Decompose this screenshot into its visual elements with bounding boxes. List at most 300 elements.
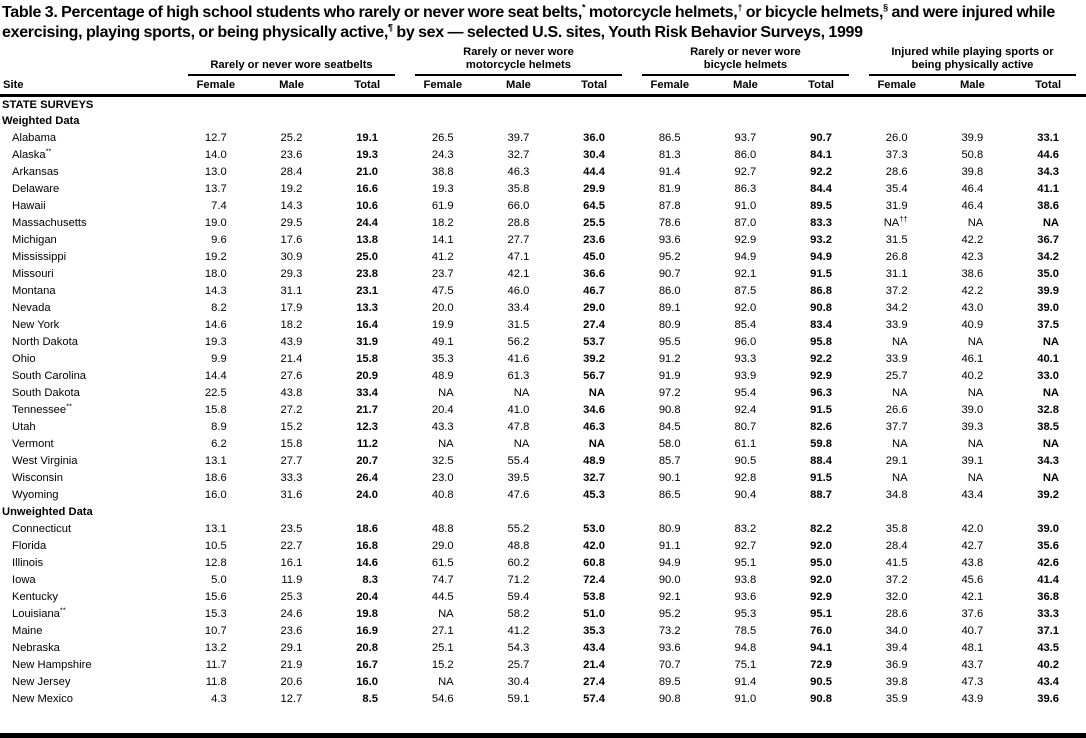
value-cell: 43.9 — [280, 335, 303, 348]
value-cell: 33.9 — [885, 318, 908, 331]
value-cell: 19.9 — [431, 318, 454, 331]
value-cell: 29.1 — [280, 641, 303, 654]
value-cell: 9.6 — [211, 233, 227, 246]
site-cell: Utah — [12, 420, 36, 433]
value-cell: 16.0 — [356, 675, 378, 688]
value-cell: 24.6 — [280, 607, 303, 620]
value-cell: 15.3 — [204, 607, 227, 620]
table-row — [0, 435, 1086, 452]
table-row — [0, 282, 1086, 299]
value-cell: 90.8 — [810, 301, 832, 314]
table-row — [0, 537, 1086, 554]
site-cell: Michigan — [12, 233, 57, 246]
value-cell: 19.2 — [204, 250, 227, 263]
value-cell: 23.6 — [583, 233, 605, 246]
value-cell: 32.5 — [431, 454, 454, 467]
value-cell: 71.2 — [507, 573, 530, 586]
value-cell: 25.7 — [885, 369, 908, 382]
table-row — [0, 418, 1086, 435]
value-cell: 34.2 — [1037, 250, 1059, 263]
value-cell: 60.2 — [507, 556, 530, 569]
value-cell: 94.9 — [658, 556, 681, 569]
male-column-header: Male — [935, 76, 1011, 96]
value-cell: 82.2 — [810, 522, 832, 535]
table-row — [0, 367, 1086, 384]
value-cell: NA — [438, 437, 454, 450]
value-cell: 73.2 — [658, 624, 681, 637]
value-cell: 44.6 — [1037, 148, 1059, 161]
value-cell: 34.6 — [583, 403, 605, 416]
value-cell: 86.0 — [734, 148, 757, 161]
section-header: STATE SURVEYS — [2, 98, 94, 111]
value-cell: 18.2 — [431, 216, 454, 229]
site-cell: South Dakota — [12, 386, 80, 399]
value-cell: 92.0 — [810, 539, 832, 552]
value-cell: 42.1 — [507, 267, 530, 280]
value-cell: 36.7 — [1037, 233, 1059, 246]
value-cell: 39.8 — [885, 675, 908, 688]
value-cell: 40.2 — [961, 369, 984, 382]
value-cell: 55.2 — [507, 522, 530, 535]
table-row — [0, 452, 1086, 469]
value-cell: 20.4 — [356, 590, 378, 603]
value-cell: 9.9 — [211, 352, 227, 365]
value-cell: 95.1 — [734, 556, 757, 569]
group-header-seatbelts — [178, 46, 405, 76]
group-header-line: Rarely or never wore seatbelts — [210, 59, 373, 72]
value-cell: 46.7 — [583, 284, 605, 297]
value-cell: 16.4 — [356, 318, 378, 331]
value-cell: 83.3 — [810, 216, 832, 229]
total-column-header: Total — [329, 76, 405, 96]
value-cell: 5.0 — [211, 573, 227, 586]
value-cell: 86.0 — [658, 284, 681, 297]
value-cell: 43.7 — [961, 658, 984, 671]
value-cell: 89.1 — [658, 301, 681, 314]
value-cell: NA — [892, 335, 908, 348]
total-column-header: Total — [783, 76, 859, 96]
value-cell: 10.6 — [356, 199, 378, 212]
value-cell: 27.1 — [431, 624, 454, 637]
value-cell: 20.7 — [356, 454, 378, 467]
value-cell: 13.2 — [204, 641, 227, 654]
site-cell: South Carolina — [12, 369, 87, 382]
value-cell: 47.6 — [507, 488, 530, 501]
value-cell: 30.9 — [280, 250, 303, 263]
value-cell: 14.6 — [356, 556, 378, 569]
value-cell: 66.0 — [507, 199, 530, 212]
site-cell: Illinois — [12, 556, 44, 569]
value-cell: 31.9 — [885, 199, 908, 212]
value-cell: 86.5 — [658, 131, 681, 144]
value-cell: 46.3 — [583, 420, 605, 433]
value-cell: 32.7 — [583, 471, 605, 484]
value-cell: 37.3 — [885, 148, 908, 161]
table-title — [0, 0, 1086, 44]
value-cell: NA — [892, 386, 908, 399]
value-cell: 39.1 — [961, 454, 984, 467]
value-cell: 56.7 — [583, 369, 605, 382]
value-cell: 35.8 — [885, 522, 908, 535]
value-cell: 34.2 — [885, 301, 908, 314]
value-cell: 15.2 — [431, 658, 454, 671]
value-cell: 29.0 — [583, 301, 605, 314]
value-cell: 10.5 — [204, 539, 227, 552]
value-cell: 28.4 — [885, 539, 908, 552]
value-cell: 36.8 — [1037, 590, 1059, 603]
value-cell: 90.5 — [810, 675, 832, 688]
value-cell: 43.0 — [961, 301, 984, 314]
value-cell: 27.6 — [280, 369, 303, 382]
value-cell: 92.1 — [734, 267, 757, 280]
value-cell: 39.5 — [507, 471, 530, 484]
value-cell: 22.5 — [204, 386, 227, 399]
value-cell: 29.3 — [280, 267, 303, 280]
site-cell: Connecticut — [12, 522, 72, 535]
value-cell: 33.4 — [507, 301, 530, 314]
value-cell: NA — [438, 607, 454, 620]
value-cell: 70.7 — [658, 658, 681, 671]
value-cell: 84.1 — [810, 148, 832, 161]
value-cell: 93.9 — [734, 369, 757, 382]
value-cell: 18.2 — [280, 318, 303, 331]
value-cell: 43.4 — [1037, 675, 1059, 688]
value-cell: 48.9 — [431, 369, 454, 382]
bottom-rule — [0, 733, 1086, 738]
value-cell: 95.1 — [810, 607, 832, 620]
group-header-seatbelts-label — [188, 59, 395, 75]
value-cell: 42.2 — [961, 233, 984, 246]
value-cell: 21.0 — [356, 165, 378, 178]
value-cell: 83.4 — [810, 318, 832, 331]
site-cell: Iowa — [12, 573, 36, 586]
value-cell: 34.3 — [1037, 165, 1059, 178]
table-row — [0, 316, 1086, 333]
value-cell: 95.8 — [810, 335, 832, 348]
value-cell: 43.3 — [431, 420, 454, 433]
value-cell: 78.6 — [658, 216, 681, 229]
value-cell: 92.0 — [734, 301, 757, 314]
value-cell: 85.7 — [658, 454, 681, 467]
value-cell: 90.7 — [658, 267, 681, 280]
value-cell: 93.2 — [810, 233, 832, 246]
site-cell: New York — [12, 318, 60, 331]
female-column-header: Female — [405, 76, 481, 96]
value-cell: 40.7 — [961, 624, 984, 637]
value-cell: 18.0 — [204, 267, 227, 280]
value-cell: 90.5 — [734, 454, 757, 467]
value-cell: 43.8 — [961, 556, 984, 569]
value-cell: 7.4 — [211, 199, 227, 212]
group-header-bicycle-helmets — [632, 46, 859, 76]
value-cell: NA — [438, 675, 454, 688]
value-cell: 37.5 — [1037, 318, 1059, 331]
value-cell: 87.0 — [734, 216, 757, 229]
value-cell: 56.2 — [507, 335, 530, 348]
value-cell: 80.7 — [734, 420, 757, 433]
value-cell: 34.3 — [1037, 454, 1059, 467]
site-cell: New Hampshire — [12, 658, 92, 671]
value-cell: 75.1 — [734, 658, 757, 671]
value-cell: 15.6 — [204, 590, 227, 603]
value-cell: 21.9 — [280, 658, 303, 671]
group-header-injured-label — [869, 46, 1076, 76]
group-header-line: bicycle helmets — [703, 59, 788, 72]
value-cell: 42.6 — [1037, 556, 1059, 569]
value-cell: 90.0 — [658, 573, 681, 586]
value-cell: 87.8 — [658, 199, 681, 212]
value-cell: 43.8 — [280, 386, 303, 399]
value-cell: 16.7 — [356, 658, 378, 671]
table-row — [0, 248, 1086, 265]
site-cell: Wyoming — [12, 488, 59, 501]
value-cell: 27.4 — [583, 675, 605, 688]
value-cell: 96.0 — [734, 335, 757, 348]
group-header-line: motorcycle helmets — [465, 59, 572, 72]
value-cell: 19.3 — [204, 335, 227, 348]
value-cell: 32.8 — [1037, 403, 1059, 416]
value-cell: 28.4 — [280, 165, 303, 178]
value-cell: 26.0 — [885, 131, 908, 144]
value-cell: 8.3 — [362, 573, 378, 586]
value-cell: 19.2 — [280, 182, 303, 195]
site-cell: Nebraska — [12, 641, 60, 654]
table-row — [0, 622, 1086, 639]
value-cell: 93.6 — [658, 233, 681, 246]
value-cell: 95.2 — [658, 607, 681, 620]
site-cell: Florida — [12, 539, 47, 552]
value-cell: 39.4 — [885, 641, 908, 654]
value-cell: 44.5 — [431, 590, 454, 603]
value-cell: 41.1 — [1037, 182, 1059, 195]
value-cell: 35.8 — [507, 182, 530, 195]
value-cell: NA — [892, 437, 908, 450]
value-cell: 39.6 — [1037, 692, 1059, 705]
value-cell: 51.0 — [583, 607, 605, 620]
value-cell: 48.8 — [431, 522, 454, 535]
group-header-injured — [859, 46, 1086, 76]
value-cell: 25.7 — [507, 658, 530, 671]
value-cell: 47.5 — [431, 284, 454, 297]
value-cell: 31.1 — [280, 284, 303, 297]
value-cell: 61.9 — [431, 199, 454, 212]
value-cell: 80.9 — [658, 318, 681, 331]
value-cell: 44.4 — [583, 165, 605, 178]
value-cell: 91.9 — [658, 369, 681, 382]
value-cell: 55.4 — [507, 454, 530, 467]
value-cell: 11.8 — [205, 675, 227, 688]
value-cell: 23.1 — [356, 284, 378, 297]
site-cell: Wisconsin — [12, 471, 63, 484]
value-cell: 92.2 — [810, 165, 832, 178]
value-cell: 14.3 — [280, 199, 303, 212]
value-cell: 61.5 — [431, 556, 454, 569]
value-cell: 16.8 — [356, 539, 378, 552]
value-cell: 21.4 — [280, 352, 303, 365]
value-cell: 26.8 — [885, 250, 908, 263]
female-column-header: Female — [632, 76, 708, 96]
value-cell: 39.0 — [961, 403, 984, 416]
female-column-header: Female — [859, 76, 935, 96]
table-row — [0, 384, 1086, 401]
value-cell: NA — [967, 437, 984, 450]
value-cell: 88.7 — [810, 488, 832, 501]
value-cell: 16.9 — [356, 624, 378, 637]
value-cell: 19.8 — [356, 607, 378, 620]
value-cell: 19.3 — [356, 148, 378, 161]
value-cell: 53.8 — [583, 590, 605, 603]
value-cell: 30.4 — [507, 675, 530, 688]
value-cell: 14.0 — [204, 148, 227, 161]
value-cell: 92.0 — [810, 573, 832, 586]
value-cell: NA — [1042, 437, 1059, 450]
value-cell: 33.3 — [1037, 607, 1059, 620]
value-cell: 60.8 — [583, 556, 605, 569]
site-cell: Alaska** — [12, 146, 52, 161]
site-cell: Vermont — [12, 437, 54, 450]
value-cell: NA — [967, 335, 984, 348]
table-row — [0, 265, 1086, 282]
value-cell: 26.5 — [431, 131, 454, 144]
title-text-1: Table 3. Percentage of high school students who rarely or never wore seat belts, — [2, 4, 583, 21]
value-cell: 33.3 — [280, 471, 303, 484]
value-cell: 29.0 — [431, 539, 454, 552]
value-cell: 42.0 — [583, 539, 605, 552]
site-cell: Arkansas — [12, 165, 59, 178]
value-cell: 45.6 — [961, 573, 984, 586]
male-column-header: Male — [481, 76, 557, 96]
value-cell: 91.5 — [810, 267, 832, 280]
value-cell: 93.6 — [658, 641, 681, 654]
value-cell: 58.0 — [658, 437, 681, 450]
section-header-row — [0, 95, 1086, 112]
value-cell: 42.7 — [961, 539, 984, 552]
value-cell: 18.6 — [204, 471, 227, 484]
site-cell: Hawaii — [12, 199, 46, 212]
value-cell: 46.4 — [961, 199, 984, 212]
value-cell: 19.0 — [204, 216, 227, 229]
table-row — [0, 401, 1086, 418]
value-cell: 95.2 — [658, 250, 681, 263]
value-cell: 54.3 — [507, 641, 530, 654]
value-cell: 39.7 — [507, 131, 530, 144]
value-cell: 31.5 — [885, 233, 908, 246]
value-cell: 41.6 — [507, 352, 530, 365]
value-cell: 11.7 — [205, 658, 227, 671]
value-cell: 31.1 — [885, 267, 908, 280]
table-row — [0, 656, 1086, 673]
female-column-header: Female — [178, 76, 254, 96]
value-cell: 91.0 — [734, 199, 757, 212]
site-column-header: Site — [0, 76, 178, 96]
value-cell: 46.0 — [507, 284, 530, 297]
value-cell: 8.2 — [211, 301, 227, 314]
value-cell: 13.0 — [204, 165, 227, 178]
value-cell: 11.2 — [356, 437, 378, 450]
value-cell: NA — [513, 437, 530, 450]
value-cell: 86.8 — [810, 284, 832, 297]
value-cell: 87.5 — [734, 284, 757, 297]
value-cell: 46.3 — [507, 165, 530, 178]
value-cell: 37.6 — [961, 607, 984, 620]
value-cell: 39.9 — [961, 131, 984, 144]
value-cell: 25.3 — [280, 590, 303, 603]
value-cell: 53.7 — [583, 335, 605, 348]
value-cell: 35.4 — [885, 182, 908, 195]
value-cell: 31.5 — [507, 318, 530, 331]
value-cell: 30.4 — [583, 148, 605, 161]
value-cell: 18.6 — [356, 522, 378, 535]
value-cell: 39.0 — [1037, 522, 1059, 535]
table-row — [0, 214, 1086, 231]
value-cell: 13.1 — [204, 522, 227, 535]
site-cell: West Virginia — [12, 454, 78, 467]
value-cell: NA — [513, 386, 530, 399]
value-cell: 27.7 — [280, 454, 303, 467]
table-row — [0, 197, 1086, 214]
value-cell: 64.5 — [583, 199, 605, 212]
value-cell: 6.2 — [211, 437, 227, 450]
value-cell: 59.4 — [507, 590, 530, 603]
value-cell: 49.1 — [431, 335, 454, 348]
value-cell: 47.1 — [507, 250, 530, 263]
value-cell: 81.9 — [658, 182, 681, 195]
site-cell: Massachusetts — [12, 216, 87, 229]
value-cell: 25.2 — [280, 131, 303, 144]
value-cell: 13.7 — [204, 182, 227, 195]
value-cell: 23.6 — [280, 624, 303, 637]
value-cell: 91.4 — [734, 675, 757, 688]
value-cell: 93.8 — [734, 573, 757, 586]
value-cell: 14.4 — [204, 369, 227, 382]
value-cell: 8.9 — [211, 420, 227, 433]
value-cell: 38.6 — [961, 267, 984, 280]
footnote-marker-seatbelt: * — [582, 2, 586, 13]
value-cell: 59.1 — [507, 692, 530, 705]
value-cell: 13.8 — [356, 233, 378, 246]
value-cell: 90.7 — [810, 131, 832, 144]
male-column-header: Male — [708, 76, 784, 96]
value-cell: 41.2 — [507, 624, 530, 637]
value-cell: 25.5 — [583, 216, 605, 229]
value-cell: 41.2 — [431, 250, 454, 263]
value-cell: 11.9 — [281, 573, 303, 586]
value-cell: 72.4 — [583, 573, 605, 586]
value-cell: 91.5 — [810, 403, 832, 416]
value-cell: 43.4 — [583, 641, 605, 654]
male-column-header: Male — [254, 76, 330, 96]
value-cell: 34.0 — [885, 624, 908, 637]
table-row — [0, 673, 1086, 690]
value-cell: 92.9 — [810, 369, 832, 382]
value-cell: 40.9 — [961, 318, 984, 331]
value-cell: 90.8 — [658, 403, 681, 416]
value-cell: 92.7 — [734, 539, 757, 552]
value-cell: 16.0 — [204, 488, 227, 501]
value-cell: 35.3 — [583, 624, 605, 637]
value-cell: 43.5 — [1037, 641, 1059, 654]
column-header-row — [0, 76, 1086, 96]
value-cell: 42.1 — [961, 590, 984, 603]
value-cell: 29.1 — [885, 454, 908, 467]
value-cell: 81.3 — [658, 148, 681, 161]
value-cell: 42.2 — [961, 284, 984, 297]
site-cell: Tennessee** — [12, 401, 72, 416]
group-header-row — [0, 46, 1086, 76]
value-cell: 33.9 — [885, 352, 908, 365]
value-cell: 20.0 — [431, 301, 454, 314]
value-cell: 92.7 — [734, 165, 757, 178]
